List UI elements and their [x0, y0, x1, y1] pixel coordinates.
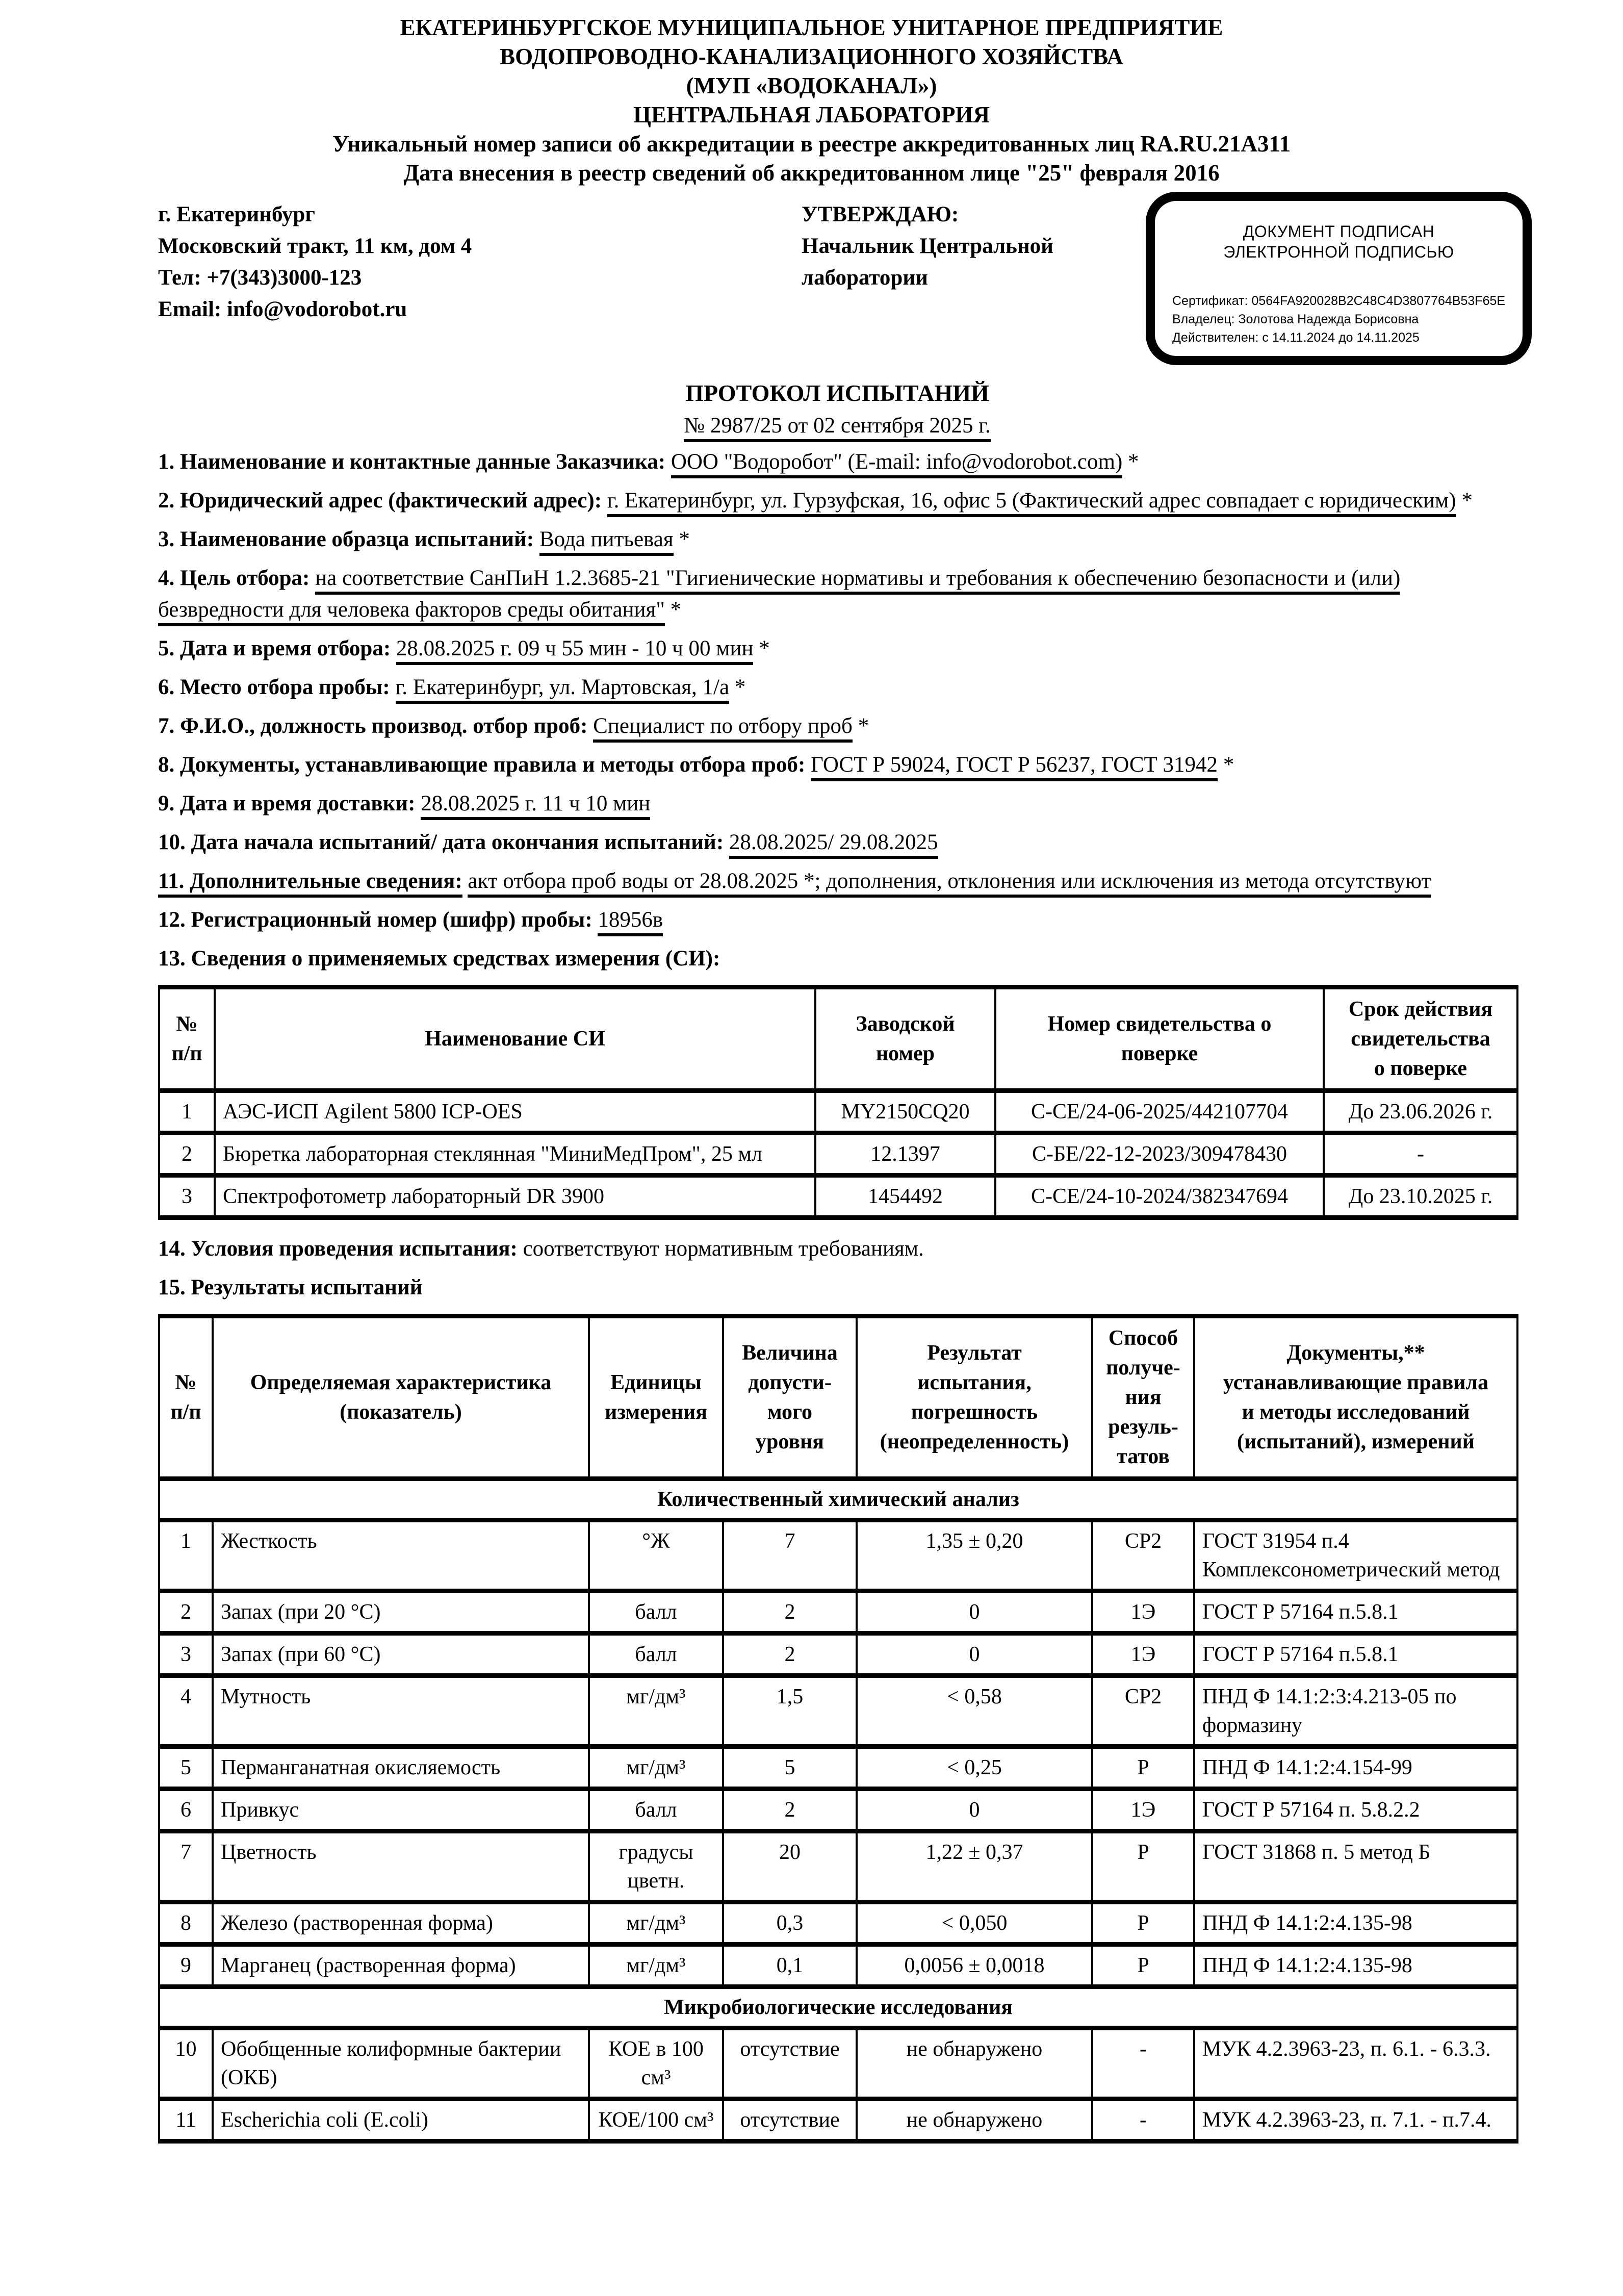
results-table-cell: °Ж — [589, 1520, 723, 1591]
table-row — [159, 1747, 1517, 1789]
table-row — [159, 2099, 1517, 2141]
results-table-cell: мг/дм³ — [589, 1747, 723, 1789]
table-row — [159, 1831, 1517, 1902]
contact-line: Московский тракт, 11 км, дом 4 — [158, 234, 472, 258]
results-table-cell: 1,5 — [723, 1676, 857, 1747]
document-body — [158, 378, 1516, 2144]
stamp-details — [1172, 292, 1505, 347]
table-row — [159, 1133, 1517, 1176]
results-table-cell: < 0,050 — [857, 1902, 1092, 1945]
si-table-cell: 1 — [159, 1091, 215, 1133]
results-table-cell: 0 — [857, 1591, 1092, 1634]
si-table-cell: Спектрофотометр лабораторный DR 3900 — [215, 1176, 815, 1218]
si-table-cell: Бюретка лабораторная стеклянная "МиниМедПром", 25 мл — [215, 1133, 815, 1176]
results-table-cell: 5 — [723, 1747, 857, 1789]
table-header-row — [159, 987, 1517, 1091]
table-row — [159, 1789, 1517, 1831]
results-table-cell: не обнаружено — [857, 2099, 1092, 2141]
contact-line: Email: info@vodorobot.ru — [158, 297, 407, 321]
results-section-row — [159, 1987, 1517, 2028]
si-table-cell: 12.1397 — [815, 1133, 995, 1176]
results-table-cell: 10 — [159, 2028, 213, 2099]
results-table-cell: Escherichia coli (E.coli) — [213, 2099, 589, 2141]
results-table-cell: балл — [589, 1634, 723, 1676]
item-value: акт отбора проб воды от 28.08.2025 *; дополнения, отклонения или исключения из метода отсутствуют — [468, 869, 1431, 898]
item-label: 6. Место отбора пробы: — [158, 675, 390, 699]
results-table-cell: 1,35 ± 0,20 — [857, 1520, 1092, 1591]
results-table-cell: 9 — [159, 1945, 213, 1987]
table-row — [159, 1902, 1517, 1945]
results-table-cell: ГОСТ 31868 п. 5 метод Б — [1194, 1831, 1517, 1902]
results-table-cell: 7 — [723, 1520, 857, 1591]
results-table-header-cell: № п/п — [159, 1316, 213, 1479]
protocol-item: 7. Ф.И.О., должность производ. отбор проб: Специалист по отбору проб * — [158, 710, 1516, 742]
results-table-cell: Р — [1092, 1747, 1194, 1789]
table-row — [159, 1634, 1517, 1676]
results-table-cell: 2 — [723, 1591, 857, 1634]
results-table-cell: 0 — [857, 1789, 1092, 1831]
si-table-header-cell: Заводской номер — [815, 987, 995, 1091]
results-table-cell: Привкус — [213, 1789, 589, 1831]
protocol-item — [158, 865, 1516, 897]
results-table-cell: ПНД Ф 14.1:2:3:4.213-05 по формазину — [1194, 1676, 1517, 1747]
si-table-cell: С-БЕ/22-12-2023/309478430 — [995, 1133, 1324, 1176]
results-table-cell: Р — [1092, 1945, 1194, 1987]
results-table-cell: 1Э — [1092, 1634, 1194, 1676]
protocol-item: 2. Юридический адрес (фактический адрес): г. Екатеринбург, ул. Гурзуфская, 16, офис 5 (Фактический адрес совпадает с юридическим) * — [158, 485, 1516, 517]
org-header-line: (МУП «ВОДОКАНАЛ») — [686, 73, 937, 98]
results-table-cell: 11 — [159, 2099, 213, 2141]
results-table-cell: СР2 — [1092, 1676, 1194, 1747]
results-table-cell: мг/дм³ — [589, 1902, 723, 1945]
item-value: г. Екатеринбург, ул. Мартовская, 1/а — [396, 675, 730, 704]
results-table-cell: КОЕ/100 см³ — [589, 2099, 723, 2141]
item-value: 18956в — [598, 908, 663, 936]
results-table-cell: МУК 4.2.3963-23, п. 7.1. - п.7.4. — [1194, 2099, 1517, 2141]
protocol-item: 1. Наименование и контактные данные Заказчика: ООО "Водоробот" (E-mail: info@vodorobot.com) * — [158, 446, 1516, 478]
protocol-item — [158, 1233, 1516, 1265]
org-header-line: ЕКАТЕРИНБУРГСКОЕ МУНИЦИПАЛЬНОЕ УНИТАРНОЕ ПРЕДПРИЯТИЕ — [400, 15, 1223, 40]
results-table-header-cell: Величина допусти- мого уровня — [723, 1316, 857, 1479]
results-table-cell: 1,22 ± 0,37 — [857, 1831, 1092, 1902]
results-table-cell: Запах (при 20 °С) — [213, 1591, 589, 1634]
table-row — [159, 2028, 1517, 2099]
results-table-cell: 2 — [159, 1591, 213, 1634]
item-value: на соответствие СанПиН 1.2.3685-21 "Гигиенические нормативы и требования к обеспечению безопасности и (или) безвредности для человека факторов среды обитания" — [158, 566, 1400, 626]
item-label: 11. Дополнительные сведения: — [158, 869, 462, 898]
table-row — [159, 1520, 1517, 1591]
org-header-line: Уникальный номер записи об аккредитации в реестре аккредитованных лиц RA.RU.21A311 — [332, 131, 1291, 157]
si-table-header-cell: № п/п — [159, 987, 215, 1091]
results-table-cell: 6 — [159, 1789, 213, 1831]
results-table-header-cell: Результат испытания, погрешность (неопределенность) — [857, 1316, 1092, 1479]
results-table-cell: ГОСТ 31954 п.4 Комплексонометрический метод — [1194, 1520, 1517, 1591]
item-value: ООО "Водоробот" (E-mail: info@vodorobot.com) — [671, 450, 1122, 478]
results-table-cell: 0,1 — [723, 1945, 857, 1987]
results-table-cell: 0,0056 ± 0,0018 — [857, 1945, 1092, 1987]
results-table-header-cell: Определяемая характеристика (показатель) — [213, 1316, 589, 1479]
item-label: 15. Результаты испытаний — [158, 1275, 423, 1299]
results-table-cell: Запах (при 60 °С) — [213, 1634, 589, 1676]
protocol-item: 8. Документы, устанавливающие правила и методы отбора проб: ГОСТ Р 59024, ГОСТ Р 56237, ГОСТ 31942 * — [158, 749, 1516, 781]
si-table-cell: До 23.06.2026 г. — [1324, 1091, 1517, 1133]
info-row — [158, 199, 1516, 365]
approval-line: Начальник Центральной — [802, 234, 1053, 258]
results-section-title: Количественный химический анализ — [159, 1479, 1517, 1520]
results-table-header-cell: Способ получе- ния резуль- татов — [1092, 1316, 1194, 1479]
results-table-cell: 1 — [159, 1520, 213, 1591]
item-value: ГОСТ Р 59024, ГОСТ Р 56237, ГОСТ 31942 — [811, 753, 1218, 781]
table-row — [159, 1091, 1517, 1133]
results-table-cell: 3 — [159, 1634, 213, 1676]
si-table — [158, 985, 1518, 1220]
results-table-cell: Р — [1092, 1831, 1194, 1902]
contact-line: г. Екатеринбург — [158, 202, 315, 226]
protocol-item: 4. Цель отбора: на соответствие СанПиН 1.2.3685-21 "Гигиенические нормативы и требования к обеспечению безопасности и (или) безвредности для человека факторов среды обитания" * — [158, 563, 1516, 626]
item-value: Вода питьевая — [539, 527, 674, 556]
stamp-title — [1172, 221, 1505, 262]
protocol-item — [158, 943, 1516, 975]
results-table-cell: отсутствие — [723, 2028, 857, 2099]
item-label: 9. Дата и время доставки: — [158, 792, 416, 815]
results-section-row — [159, 1479, 1517, 1520]
results-table-cell: ПНД Ф 14.1:2:4.154-99 — [1194, 1747, 1517, 1789]
si-table-header-cell: Наименование СИ — [215, 987, 815, 1091]
results-table-cell: - — [1092, 2099, 1194, 2141]
table-header-row — [159, 1316, 1517, 1479]
si-table-cell: 2 — [159, 1133, 215, 1176]
results-table-cell: 0,3 — [723, 1902, 857, 1945]
item-value: г. Екатеринбург, ул. Гурзуфская, 16, офис 5 (Фактический адрес совпадает с юридическим) — [607, 489, 1456, 517]
results-table-cell: 20 — [723, 1831, 857, 1902]
results-table-cell: не обнаружено — [857, 2028, 1092, 2099]
results-table-cell: Перманганатная окисляемость — [213, 1747, 589, 1789]
item-label: 5. Дата и время отбора: — [158, 636, 391, 660]
item-label: 13. Сведения о применяемых средствах измерения (СИ): — [158, 947, 720, 971]
item-value: Специалист по отбору проб — [593, 714, 853, 743]
table-row — [159, 1945, 1517, 1987]
results-table-cell: ПНД Ф 14.1:2:4.135-98 — [1194, 1902, 1517, 1945]
results-table-cell: ГОСТ Р 57164 п. 5.8.2.2 — [1194, 1789, 1517, 1831]
protocol-item — [158, 788, 1516, 820]
item-label: 4. Цель отбора: — [158, 566, 310, 590]
results-table-cell: градусы цветн. — [589, 1831, 723, 1902]
results-table-cell: ПНД Ф 14.1:2:4.135-98 — [1194, 1945, 1517, 1987]
results-table-cell: МУК 4.2.3963-23, п. 6.1. - 6.3.3. — [1194, 2028, 1517, 2099]
results-table-cell: Цветность — [213, 1831, 589, 1902]
results-table-cell: Мутность — [213, 1676, 589, 1747]
results-table-cell: Железо (растворенная форма) — [213, 1902, 589, 1945]
results-table-cell: 2 — [723, 1789, 857, 1831]
si-table-header-cell: Номер свидетельства о поверке — [995, 987, 1324, 1091]
org-header-line: ЦЕНТРАЛЬНАЯ ЛАБОРАТОРИЯ — [633, 102, 990, 127]
protocol-number: № 2987/25 от 02 сентября 2025 г. — [158, 413, 1516, 438]
item-label: 1. Наименование и контактные данные Заказчика: — [158, 450, 666, 474]
si-table-cell: До 23.10.2025 г. — [1324, 1176, 1517, 1218]
approval-line: УТВЕРЖДАЮ: — [802, 202, 959, 226]
results-table-cell: Р — [1092, 1902, 1194, 1945]
si-table-cell: С-СЕ/24-10-2024/382347694 — [995, 1176, 1324, 1218]
results-table-cell: ГОСТ Р 57164 п.5.8.1 — [1194, 1634, 1517, 1676]
si-table-cell: АЭС-ИСП Agilent 5800 ICP-OES — [215, 1091, 815, 1133]
stamp-title-line: ДОКУМЕНТ ПОДПИСАН — [1243, 222, 1435, 241]
protocol-items-after-si — [158, 1233, 1516, 1304]
results-table-cell: 5 — [159, 1747, 213, 1789]
results-table-cell: балл — [589, 1789, 723, 1831]
results-section-title: Микробиологические исследования — [159, 1987, 1517, 2028]
item-label: 8. Документы, устанавливающие правила и методы отбора проб: — [158, 753, 806, 777]
results-table-cell: ГОСТ Р 57164 п.5.8.1 — [1194, 1591, 1517, 1634]
results-table-cell: - — [1092, 2028, 1194, 2099]
results-table-cell: 8 — [159, 1902, 213, 1945]
item-label: 7. Ф.И.О., должность производ. отбор проб: — [158, 714, 588, 738]
org-header-line: Дата внесения в реестр сведений об аккредитованном лице "25" февраля 2016 — [403, 160, 1220, 186]
results-table-cell: Жесткость — [213, 1520, 589, 1591]
results-table-cell: отсутствие — [723, 2099, 857, 2141]
protocol-item: 6. Место отбора пробы: г. Екатеринбург, ул. Мартовская, 1/а * — [158, 672, 1516, 703]
item-label: 10. Дата начала испытаний/ дата окончания испытаний: — [158, 830, 724, 854]
protocol-items — [158, 446, 1516, 975]
item-label: 3. Наименование образца испытаний: — [158, 527, 534, 551]
table-row — [159, 1591, 1517, 1634]
title-block — [158, 378, 1516, 438]
item-label: 2. Юридический адрес (фактический адрес): — [158, 489, 602, 513]
page-title: ПРОТОКОЛ ИСПЫТАНИЙ — [685, 380, 989, 406]
item-value: 28.08.2025 г. 09 ч 55 мин - 10 ч 00 мин — [396, 636, 754, 665]
results-table-cell: < 0,58 — [857, 1676, 1092, 1747]
signature-stamp — [1146, 192, 1532, 365]
results-table-cell: Марганец (растворенная форма) — [213, 1945, 589, 1987]
results-table-cell: 2 — [723, 1634, 857, 1676]
protocol-item — [158, 904, 1516, 936]
protocol-item — [158, 827, 1516, 858]
table-row — [159, 1676, 1517, 1747]
protocol-item: 5. Дата и время отбора: 28.08.2025 г. 09 ч 55 мин - 10 ч 00 мин * — [158, 633, 1516, 665]
results-table-cell: 1Э — [1092, 1789, 1194, 1831]
si-table-cell: С-СЕ/24-06-2025/442107704 — [995, 1091, 1324, 1133]
si-table-header-cell: Срок действия свидетельства о поверке — [1324, 987, 1517, 1091]
org-header — [0, 13, 1623, 188]
results-table-cell: Обобщенные колиформные бактерии (ОКБ) — [213, 2028, 589, 2099]
item-label: 12. Регистрационный номер (шифр) пробы: — [158, 908, 592, 932]
si-table-cell: - — [1324, 1133, 1517, 1176]
si-table-cell: 1454492 — [815, 1176, 995, 1218]
stamp-certificate: Сертификат: 0564FA920028B2C48C4D3807764B53F65E — [1172, 294, 1506, 308]
results-table-header-cell: Единицы измерения — [589, 1316, 723, 1479]
item-value: 28.08.2025/ 29.08.2025 — [729, 830, 938, 859]
org-header-line: ВОДОПРОВОДНО-КАНАЛИЗАЦИОННОГО ХОЗЯЙСТВА — [500, 44, 1123, 69]
results-table-cell: 0 — [857, 1634, 1092, 1676]
results-table-header-cell: Документы,** устанавливающие правила и методы исследований (испытаний), измерений — [1194, 1316, 1517, 1479]
results-table — [158, 1314, 1518, 2144]
results-table-cell: СР2 — [1092, 1520, 1194, 1591]
results-table-cell: 4 — [159, 1676, 213, 1747]
stamp-owner: Владелец: Золотова Надежда Борисовна — [1172, 312, 1419, 326]
results-table-cell: < 0,25 — [857, 1747, 1092, 1789]
protocol-item — [158, 1272, 1516, 1304]
protocol-item: 3. Наименование образца испытаний: Вода питьевая * — [158, 524, 1516, 555]
contact-block — [158, 199, 802, 325]
results-table-cell: КОЕ в 100 см³ — [589, 2028, 723, 2099]
results-table-cell: 1Э — [1092, 1591, 1194, 1634]
approval-line: лаборатории — [802, 266, 928, 290]
si-table-cell: MY2150CQ20 — [815, 1091, 995, 1133]
stamp-validity: Действителен: с 14.11.2024 до 14.11.2025 — [1172, 330, 1420, 345]
si-table-cell: 3 — [159, 1176, 215, 1218]
stamp-title-line: ЭЛЕКТРОННОЙ ПОДПИСЬЮ — [1223, 243, 1454, 261]
results-table-cell: балл — [589, 1591, 723, 1634]
contact-line: Тел: +7(343)3000-123 — [158, 266, 362, 290]
table-row — [159, 1176, 1517, 1218]
item-value: 28.08.2025 г. 11 ч 10 мин — [421, 792, 650, 820]
item-label: 14. Условия проведения испытания: — [158, 1237, 518, 1261]
results-table-cell: 7 — [159, 1831, 213, 1902]
results-table-cell: мг/дм³ — [589, 1676, 723, 1747]
item-value: соответствуют нормативным требованиям. — [523, 1237, 924, 1261]
approval-block — [802, 199, 1146, 294]
results-table-cell: мг/дм³ — [589, 1945, 723, 1987]
